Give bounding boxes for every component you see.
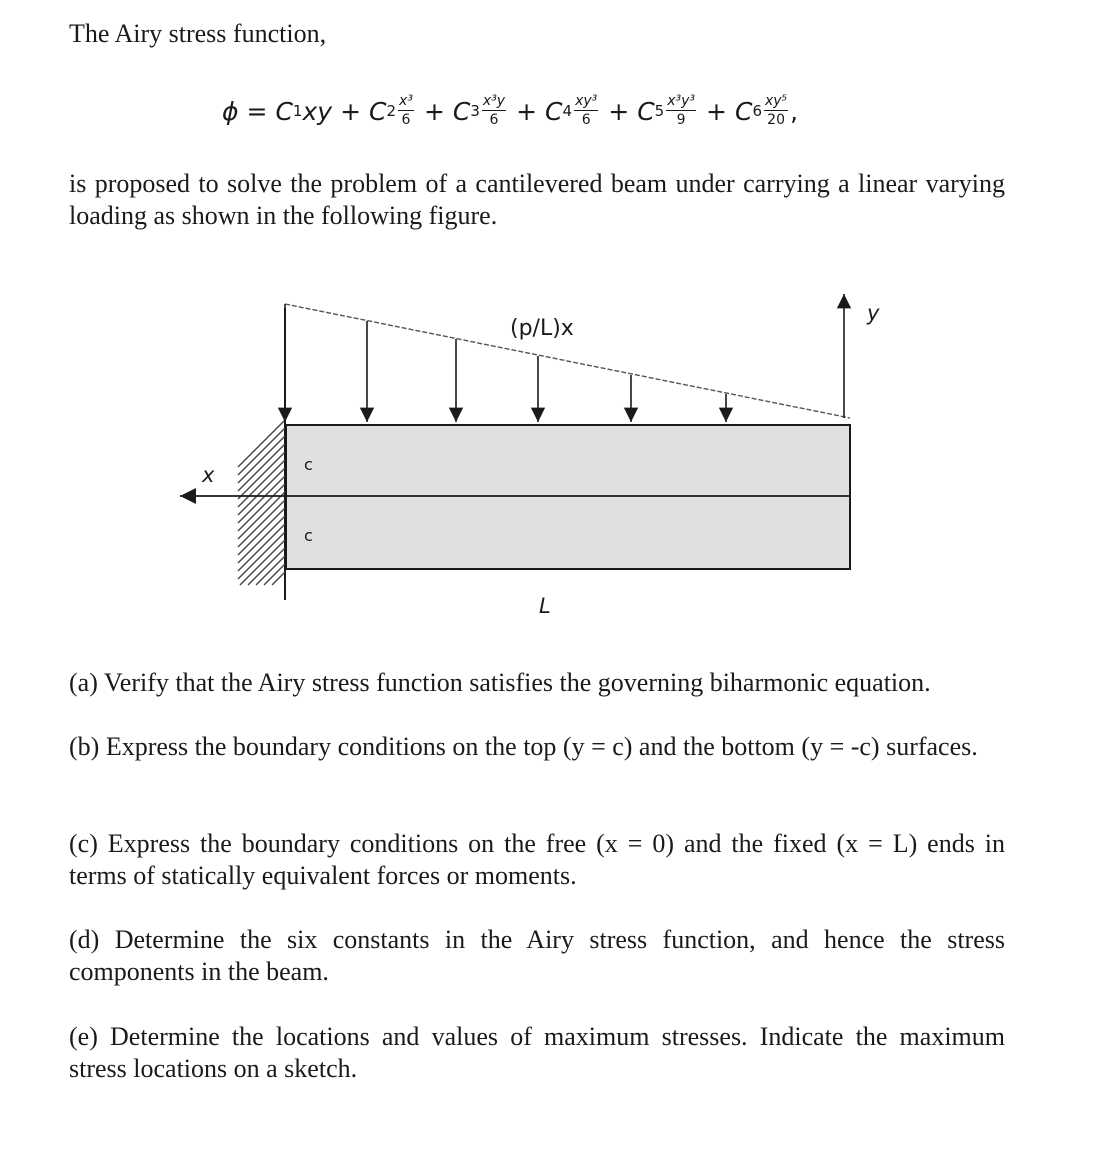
term-6-sub: 6 bbox=[752, 102, 762, 120]
term-1-sub: 1 bbox=[292, 102, 303, 120]
term-3-num: x³y bbox=[482, 93, 506, 109]
intro-text: The Airy stress function, bbox=[69, 19, 327, 48]
plus-sign: + bbox=[706, 96, 727, 126]
plus-sign: + bbox=[423, 96, 445, 126]
cantilever-beam-figure bbox=[170, 290, 880, 630]
term-6-den: 20 bbox=[767, 112, 785, 128]
term-6-coef: C bbox=[734, 96, 753, 126]
x-axis-label: x bbox=[202, 463, 215, 487]
term-3-sub: 3 bbox=[470, 102, 480, 120]
airy-stress-equation bbox=[222, 84, 798, 138]
length-label: L bbox=[539, 594, 551, 618]
load-arrows bbox=[285, 304, 726, 422]
equation-comma: , bbox=[790, 96, 799, 126]
fixed-wall-hatching bbox=[238, 308, 285, 600]
term-5-sub: 5 bbox=[654, 102, 665, 120]
beam-body bbox=[286, 425, 850, 569]
question-d: (d) Determine the six constants in the Airy stress function, and hence the stress components in the beam. bbox=[69, 925, 1005, 986]
term-2-fraction bbox=[398, 93, 414, 129]
term-2-den: 6 bbox=[401, 112, 411, 128]
term-5-coef: C bbox=[637, 96, 655, 126]
description-text: is proposed to solve the problem of a cantilevered beam under carrying a linear varying loading as shown in the following figure. bbox=[69, 169, 1005, 230]
term-4-den: 6 bbox=[581, 112, 591, 128]
term-3-coef: C bbox=[452, 96, 471, 126]
question-a: (a) Verify that the Airy stress function satisfies the governing biharmonic equation. bbox=[69, 668, 931, 697]
term-2-sub: 2 bbox=[386, 102, 397, 120]
y-axis-label: y bbox=[867, 301, 880, 325]
term-3-fraction bbox=[482, 93, 506, 129]
question-b: (b) Express the boundary conditions on the top (y = c) and the bottom (y = -c) surfaces. bbox=[69, 732, 978, 761]
term-5-fraction bbox=[666, 93, 696, 129]
question-c: (c) Express the boundary conditions on the free (x = 0) and the fixed (x = L) ends in terms of statically equivalent forces or moments. bbox=[69, 829, 1005, 890]
plus-sign: + bbox=[340, 96, 362, 126]
term-4-coef: C bbox=[545, 96, 563, 126]
term-4-num: xy³ bbox=[575, 93, 598, 109]
upper-half-label: c bbox=[304, 455, 313, 474]
lower-half-label: c bbox=[304, 526, 313, 545]
term-4-fraction bbox=[574, 93, 598, 129]
term-6-fraction bbox=[764, 93, 788, 129]
term-5-den: 9 bbox=[676, 112, 686, 128]
equals-sign: = bbox=[246, 96, 268, 126]
term-4-sub: 4 bbox=[562, 102, 573, 120]
term-2-num: x³ bbox=[399, 93, 413, 109]
term-1-coef: C bbox=[275, 96, 293, 126]
plus-sign: + bbox=[516, 96, 538, 126]
term-6-num: xy⁵ bbox=[764, 93, 788, 109]
term-5-num: x³y³ bbox=[667, 93, 696, 109]
question-e: (e) Determine the locations and values of maximum stresses. Indicate the maximum stress locations on a sketch. bbox=[69, 1022, 1005, 1083]
load-label: (p/L)x bbox=[510, 316, 574, 341]
term-2-coef: C bbox=[369, 96, 387, 126]
plus-sign: + bbox=[608, 96, 630, 126]
phi-symbol: ϕ bbox=[222, 96, 239, 126]
term-1-var: xy bbox=[302, 96, 333, 126]
term-3-den: 6 bbox=[489, 112, 499, 128]
